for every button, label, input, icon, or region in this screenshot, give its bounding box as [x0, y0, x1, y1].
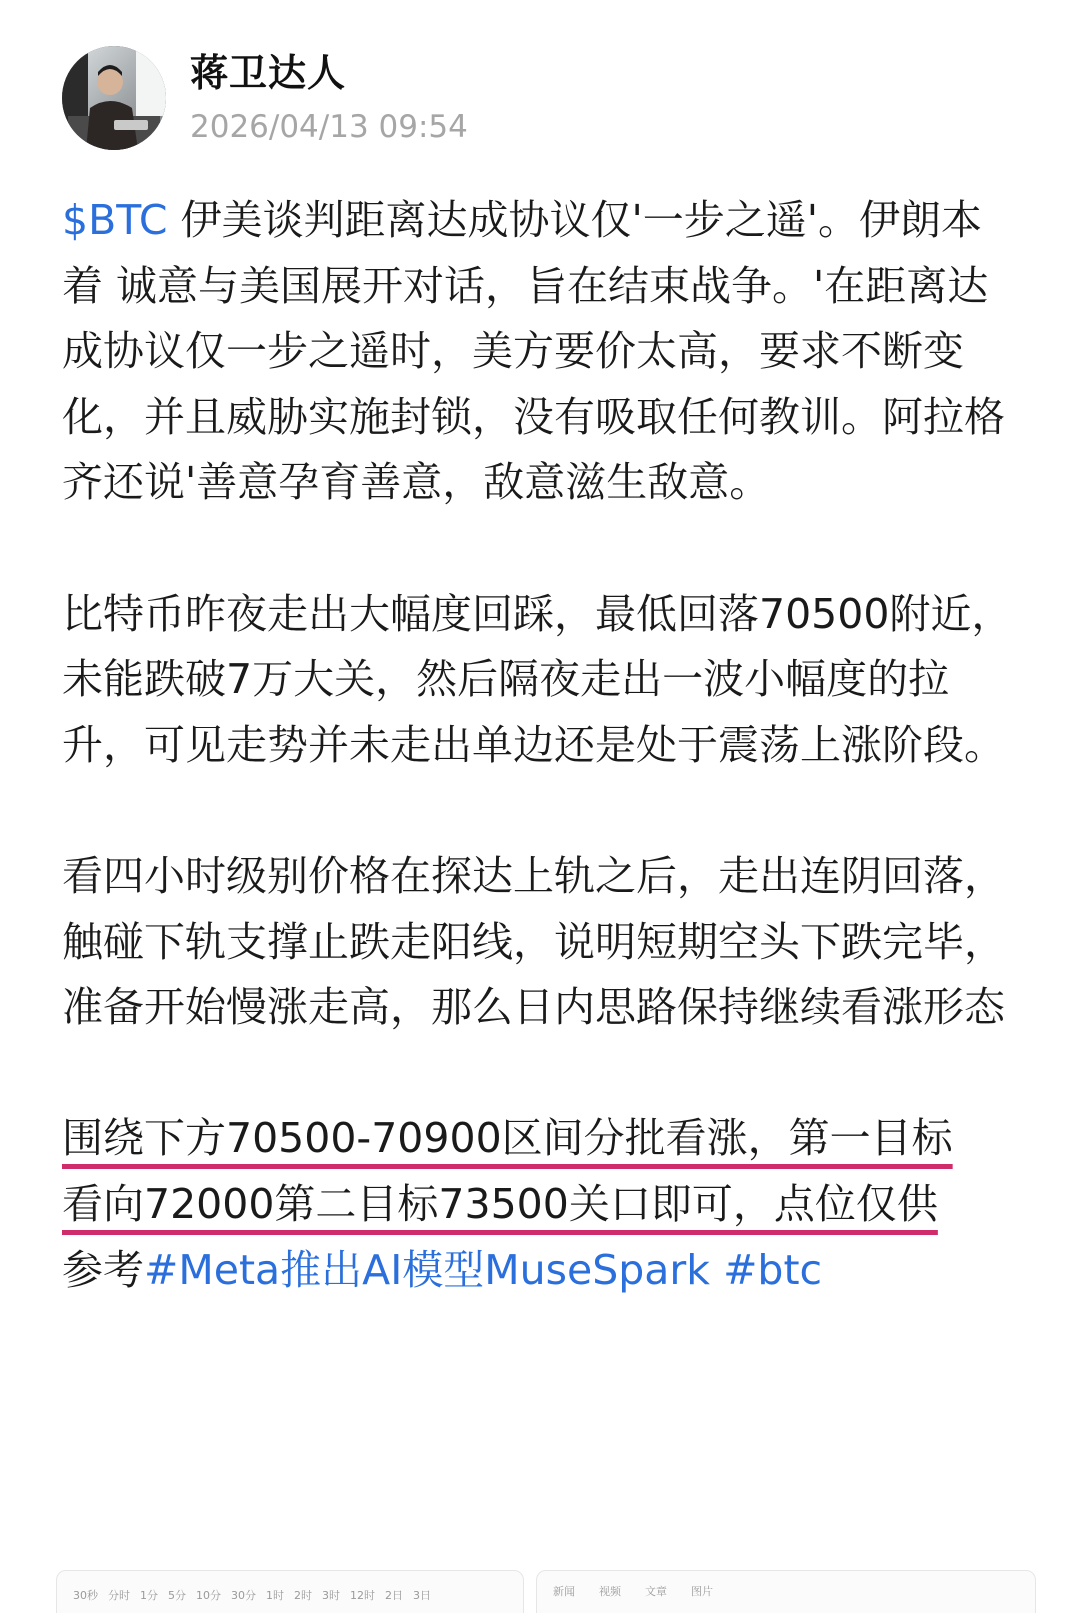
hashtag-meta[interactable]: #Meta推出AI模型MuseSpark — [144, 1245, 711, 1294]
timeframe-chip: 10分 — [196, 1589, 221, 1602]
news-tab-chip: 文章 — [645, 1585, 667, 1598]
paragraph-news — [62, 188, 1022, 516]
news-tab-chip: 视频 — [599, 1585, 621, 1598]
strategy-line-2: 看向72000第二目标73500关口即可，点位仅供 — [62, 1179, 938, 1228]
person-portrait-avatar-icon — [62, 46, 166, 150]
timeframe-chip: 5分 — [168, 1589, 186, 1602]
timeframe-chip: 3日 — [413, 1589, 431, 1602]
news-tab-chip: 图片 — [691, 1585, 713, 1598]
timeframe-chip: 3时 — [322, 1589, 340, 1602]
strategy-line-1: 围绕下方70500-70900区间分批看涨，第一目标 — [62, 1114, 953, 1163]
paragraph-analysis: 看四小时级别价格在探达上轨之后，走出连阴回落，触碰下轨支撑止跌走阳线，说明短期空头下跌完毕，准备开始慢涨走高，那么日内思路保持继续看涨形态 — [62, 851, 1005, 1032]
news-tab-chip: 新闻 — [553, 1585, 575, 1598]
timeframe-chip: 12时 — [350, 1589, 375, 1602]
author-avatar[interactable] — [62, 46, 166, 150]
timeframe-chip: 30分 — [231, 1589, 256, 1602]
paragraph-market: 比特币昨夜走出大幅度回踩，最低回落70500附近，未能跌破7万大关，然后隔夜走出一波小幅度的拉升，可见走势并未走出单边还是处于震荡上涨阶段。 — [62, 589, 1013, 769]
timeframe-chip: 1时 — [266, 1589, 284, 1602]
hashtag-btc[interactable]: #btc — [723, 1245, 823, 1294]
paragraph-news-text: 伊美谈判距离达成协议仅'一步之遥'。伊朗本着 诚意与美国展开对话，旨在结束战争。'在距离达成协议仅一步之遥时，美方要价太高，要求不断变化，并且威胁实施封锁，没有吸取任何教训。阿拉格齐还说'善意孕育善意，敌意滋生敌意。 — [62, 196, 1005, 507]
timeframe-chip: 30秒 — [73, 1589, 98, 1602]
paragraph-strategy — [62, 1106, 1022, 1303]
post-timestamp: 2026/04/13 09:54 — [190, 109, 468, 145]
timeframe-chip: 2时 — [294, 1589, 312, 1602]
post-header — [62, 46, 468, 150]
thumbnail-chart[interactable] — [56, 1570, 524, 1613]
author-info — [190, 49, 468, 147]
author-name[interactable]: 蒋卫达人 — [190, 51, 347, 95]
strategy-prefix: 参考 — [62, 1245, 144, 1294]
thumbnail-news[interactable] — [536, 1570, 1036, 1613]
timeframe-chip: 1分 — [140, 1589, 158, 1602]
timeframe-chip: 分时 — [108, 1589, 130, 1602]
ticker-link-btc[interactable]: $BTC — [62, 196, 168, 244]
timeframe-chip: 2日 — [385, 1589, 403, 1602]
post-content — [62, 188, 1022, 1303]
image-thumbnails — [0, 1560, 1088, 1613]
